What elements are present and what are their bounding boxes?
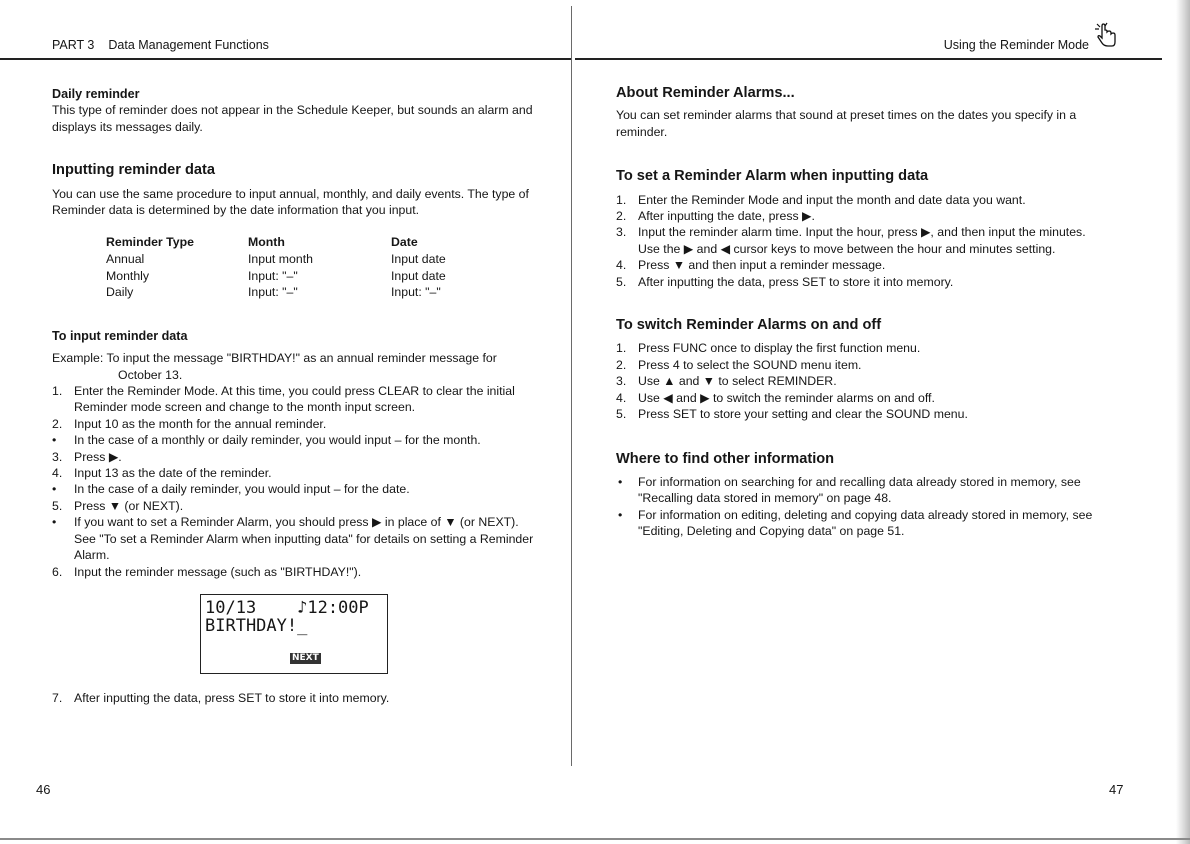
table-cell: Input: "–" [248,285,298,300]
step-text: Press FUNC once to display the first function menu. [638,341,921,356]
lcd-line-1: 10/13 ♪12:00P [205,597,369,618]
step-marker: 3. [616,374,627,389]
step-marker: 5. [52,498,63,513]
step-text: After inputting the date, press ▶. [638,209,815,224]
list-item [52,498,538,514]
list-item [616,390,1104,406]
step-text: Input the reminder message (such as "BIRTHDAY!"). [74,564,362,579]
list-item [52,383,538,416]
daily-reminder-text: This type of reminder does not appear in the Schedule Keeper, but sounds an alarm and displays its messages daily. [52,103,533,134]
step-marker: 1. [616,341,627,356]
part-label: PART 3 [52,38,95,52]
step-marker: 2. [616,357,627,372]
step-marker: 6. [52,564,63,579]
lcd-next-indicator: NEXT [292,652,319,663]
table-header-row [106,234,446,251]
table-cell: Monthly [106,268,150,283]
list-item [52,514,538,563]
step-text: Input the reminder alarm time. Input the hour, press ▶, and then input the minutes. Use the ▶ and ◀ cursor keys to move between the hour and minutes setting. [638,225,1086,256]
step-marker: • [52,515,57,530]
list-item [616,208,1104,224]
daily-reminder-title: Daily reminder [52,87,140,101]
pointing-hand-icon [1093,22,1119,48]
bottom-rule [0,838,1190,840]
list-item [52,564,538,580]
reminder-type-table [106,234,446,300]
step-marker: 1. [616,192,627,207]
about-reminder-text: You can set reminder alarms that sound at preset times on the dates you specify in a reminder. [616,108,1077,139]
table-header: Date [391,235,418,250]
step-marker: 7. [52,690,63,705]
inputting-reminder-text: You can use the same procedure to input annual, monthly, and daily events. The type of Reminder data is determined by the date information that you input. [52,186,529,218]
part-title: Data Management Functions [108,38,269,52]
table-cell: Input: "–" [248,268,298,283]
set-alarm-steps [616,192,1104,290]
step-text: Press 4 to select the SOUND menu item. [638,357,862,372]
right-content [616,85,1104,540]
table-cell: Daily [106,285,134,300]
page-spine [571,6,572,766]
left-header-rule [0,58,571,60]
step-text: After inputting the data, press SET to store it into memory. [638,274,954,289]
table-cell: Input date [391,252,446,267]
set-alarm-title: To set a Reminder Alarm when inputting data [616,168,929,185]
list-item [616,192,1104,208]
step-marker: 4. [616,390,627,405]
page-edge-shadow [1176,0,1190,844]
switch-alarms-title: To switch Reminder Alarms on and off [616,317,882,334]
table-row [106,268,446,285]
step-text: If you want to set a Reminder Alarm, you should press ▶ in place of ▼ (or NEXT). See "To set a Reminder Alarm when inputting data" for details on setting a Reminder Alarm. [74,515,534,563]
table-header: Month [248,235,285,250]
table-cell: Annual [106,252,145,267]
step-marker: • [52,482,57,497]
table-row [106,284,446,301]
left-page [0,0,570,844]
list-item [616,257,1104,273]
step-text: Press ▼ (or NEXT). [74,498,184,513]
to-input-title: To input reminder data [52,328,188,343]
step-text: Use ▲ and ▼ to select REMINDER. [638,374,837,389]
table-header: Reminder Type [106,235,194,250]
page-number-left: 46 [36,782,51,797]
step-marker: 5. [616,407,627,422]
step-text: Press SET to store your setting and clear the SOUND menu. [638,407,968,422]
example-text: Example: To input the message "BIRTHDAY!" as an annual reminder message for October 13. [52,351,497,382]
table-row [106,251,446,268]
list-item [616,406,1104,422]
step-marker: 2. [52,416,63,431]
input-steps-list [52,383,538,580]
bullet-marker: • [618,507,623,522]
list-item [616,340,1104,356]
right-page [575,0,1175,844]
switch-alarms-steps [616,340,1104,422]
table-cell: Input date [391,268,446,283]
list-item [52,481,538,497]
step-text: After inputting the data, press SET to store it into memory. [74,690,390,705]
bullet-text: For information on searching for and recalling data already stored in memory, see "Recalling data stored in memory" on page 48. [638,474,1081,506]
list-item [52,690,538,706]
step-text: Enter the Reminder Mode and input the month and date data you want. [638,192,1026,207]
lcd-line-2: BIRTHDAY!_ [205,615,308,636]
list-item [52,432,538,448]
where-info-list [616,474,1104,540]
step-text: Press ▶. [74,449,122,464]
step-text: Input 10 as the month for the annual reminder. [74,416,327,431]
step-marker: 4. [52,466,63,481]
list-item [52,416,538,432]
list-item [52,465,538,481]
step-text: Enter the Reminder Mode. At this time, you could press CLEAR to clear the initial Reminder mode screen and change to the month input screen. [74,384,515,415]
list-item [616,274,1104,290]
step-text: Input 13 as the date of the reminder. [74,466,272,481]
step-marker: 3. [616,225,627,240]
about-reminder-title: About Reminder Alarms... [616,85,795,101]
table-cell: Input month [248,252,313,267]
page-number-right: 47 [1109,782,1124,797]
step-marker: 4. [616,258,627,273]
step-marker: 5. [616,274,627,289]
step-text: In the case of a daily reminder, you would input – for the date. [74,482,410,497]
left-running-header [52,38,269,52]
step-text: Use ◀ and ▶ to switch the reminder alarms on and off. [638,390,935,405]
left-content [52,86,538,706]
step-marker: 1. [52,384,63,399]
list-item [616,357,1104,373]
list-item [616,224,1104,257]
inputting-reminder-title: Inputting reminder data [52,162,215,179]
step-marker: • [52,433,57,448]
lcd-screen [200,594,388,674]
list-item [616,507,1104,540]
bullet-text: For information on editing, deleting and copying data already stored in memory, see "Editing, Deleting and Copying data" on page 51. [638,507,1093,539]
step-marker: 2. [616,209,627,224]
step-text: Press ▼ and then input a reminder message. [638,258,886,273]
right-header-rule [575,58,1162,60]
step-marker: 3. [52,449,63,464]
list-item [616,373,1104,389]
right-running-header: Using the Reminder Mode [943,38,1089,52]
table-cell: Input: "–" [391,285,441,300]
step-text: In the case of a monthly or daily reminder, you would input – for the month. [74,433,481,448]
where-info-title: Where to find other information [616,450,835,467]
bullet-marker: • [618,474,623,489]
input-step-7 [52,690,538,706]
list-item [52,449,538,465]
list-item [616,474,1104,507]
